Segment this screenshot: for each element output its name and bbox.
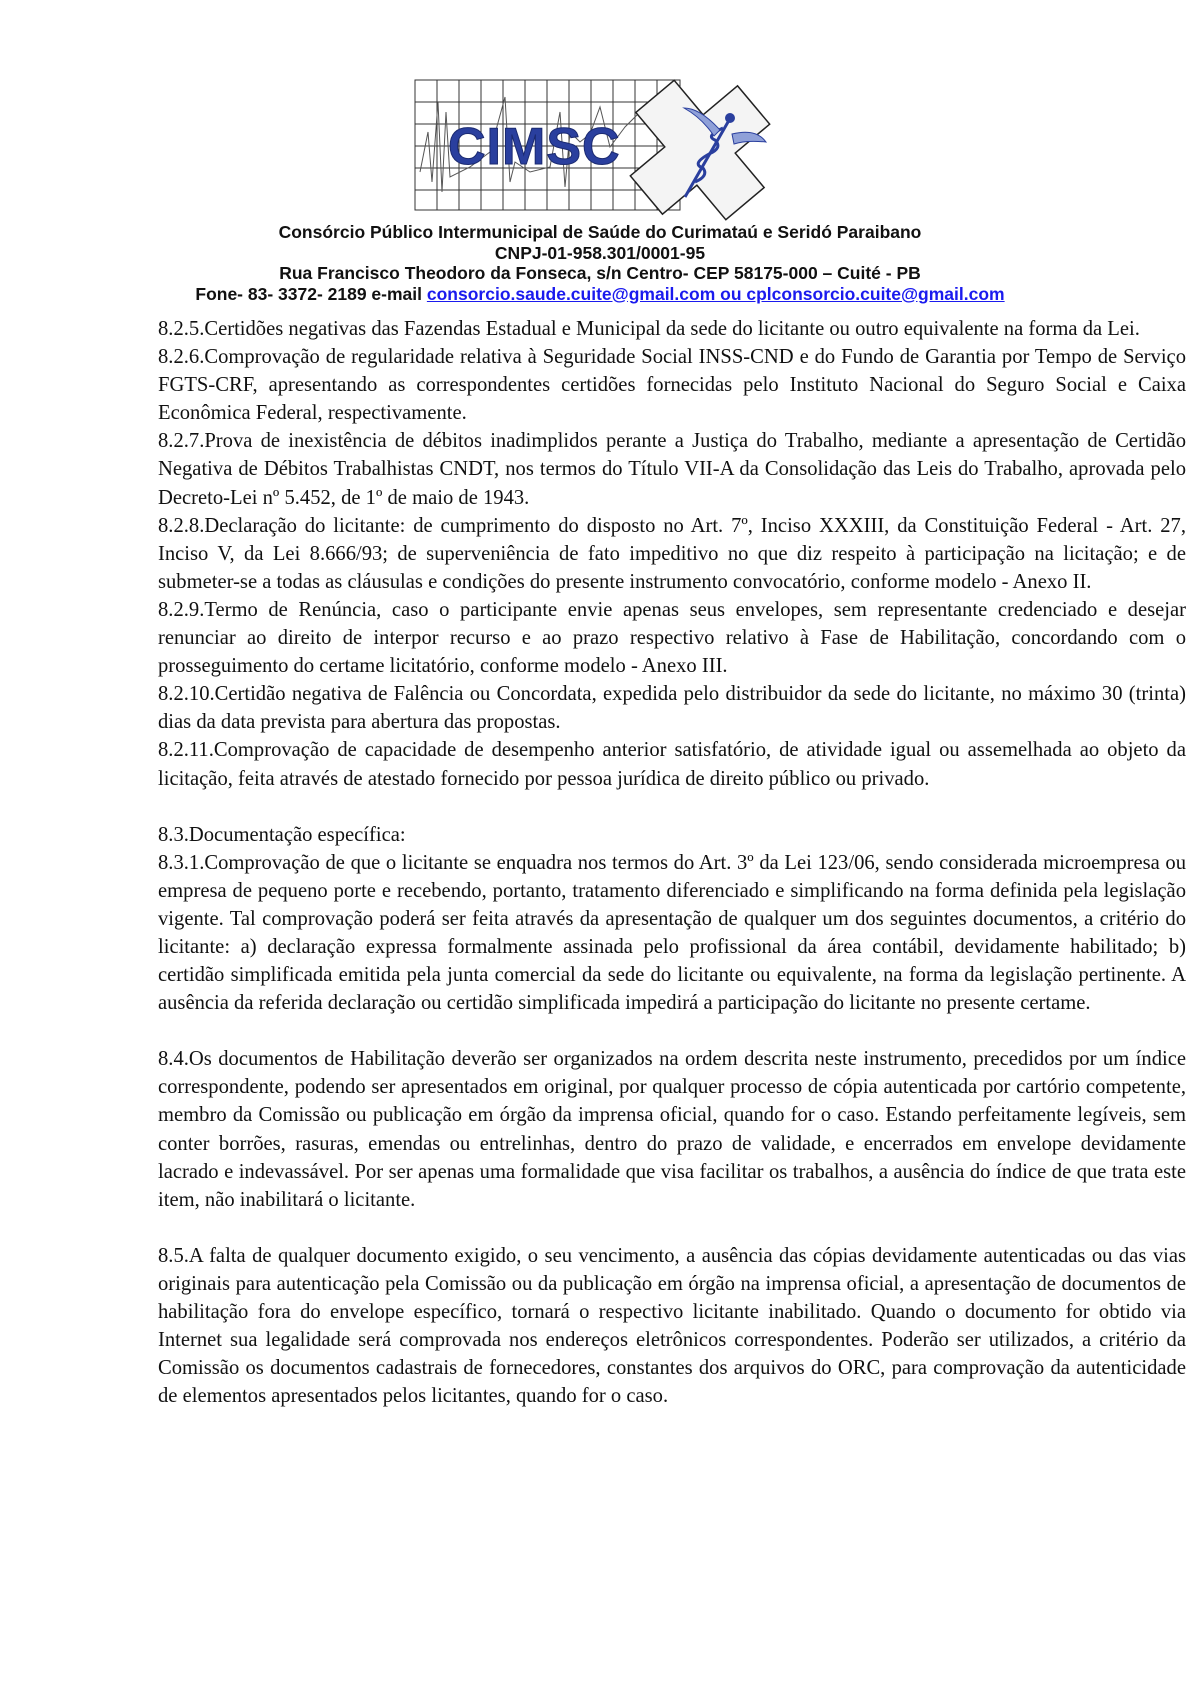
- spacer: [158, 793, 1186, 821]
- clause-8-2-9: 8.2.9.Termo de Renúncia, caso o participante envie apenas seus envelopes, sem representante credenciado e desejar renunciar ao direito de interpor recurso e ao prazo respectivo relativo à Fase de Habilitação, concordando com o prosseguimento do certame licitatório, conforme modelo - Anexo III.: [158, 598, 1186, 678]
- letterhead: [0, 222, 1200, 304]
- clause-8-5: 8.5.A falta de qualquer documento exigido, o seu vencimento, a ausência das cópias devidamente autenticadas ou das vias originais para autenticação pela Comissão ou da publicação em órgão na imprensa oficial, a apresentação de documentos de habilitação fora do envelope específico, tornará o respectivo licitante inabilitado. Quando o documento for obtido via Internet sua legalidade será comprovada nos endereços eletrônicos correspondentes. Poderão ser utilizados, a critério da Comissão os documentos cadastrais de fornecedores, constantes dos arquivos do ORC, para comprovação da autenticidade de elementos apresentados pelos licitantes, quando for o caso.: [158, 1244, 1186, 1408]
- svg-text:CIMSC: CIMSC: [448, 118, 621, 176]
- clause-8-2-7: 8.2.7.Prova de inexistência de débitos inadimplidos perante a Justiça do Trabalho, mediante a apresentação de Certidão Negativa de Débitos Trabalhistas CNDT, nos termos do Título VII-A da Consolidação das Leis do Trabalho, aprovada pelo Decreto-Lei nº 5.452, de 1º de maio de 1943.: [158, 430, 1186, 509]
- org-name: Consórcio Público Intermunicipal de Saúde do Curimataú e Seridó Paraibano: [278, 222, 922, 242]
- address: Rua Francisco Theodoro da Fonseca, s/n Centro- CEP 58175-000 – Cuité - PB: [279, 263, 921, 283]
- contact-line: [0, 284, 1200, 305]
- ecg-grid-caduceus-icon: [410, 72, 780, 222]
- spacer: [158, 1214, 1186, 1242]
- clause-8-2-5: 8.2.5.Certidões negativas das Fazendas Estadual e Municipal da sede do licitante ou outro equivalente na forma da Lei.: [158, 318, 1140, 340]
- cnpj: CNPJ-01-958.301/0001-95: [494, 242, 706, 263]
- clause-8-4: 8.4.Os documentos de Habilitação deverão ser organizados na ordem descrita neste instrumento, precedidos por um índice correspondente, podendo ser apresentados em original, por qualquer processo de cópia autenticada por cartório competente, membro da Comissão ou publicação em órgão da imprensa oficial, quando for o caso. Estando perfeitamente legíveis, sem conter borrões, rasuras, emendas ou entrelinhas, dentro do prazo de validade, e encerrados em envelope devidamente lacrado e indevassável. Por ser apenas uma formalidade que visa facilitar os trabalhos, a ausência do índice de que trata este item, não inabilitará o licitante.: [158, 1048, 1186, 1211]
- clause-8-2-11: 8.2.11.Comprovação de capacidade de desempenho anterior satisfatório, de atividade igual ou assemelhada ao objeto da licitação, feita através de atestado fornecido por pessoa jurídica de direito público ou privado.: [158, 739, 1186, 790]
- document-body: [158, 315, 1186, 1410]
- email-link[interactable]: consorcio.saude.cuite@gmail.com ou cplconsorcio.cuite@gmail.com: [426, 283, 1005, 304]
- clause-8-2-8: 8.2.8.Declaração do licitante: de cumprimento do disposto no Art. 7º, Inciso XXXIII, da Constituição Federal - Art. 27, Inciso V, da Lei 8.666/93; de superveniência de fato impeditivo no que diz respeito à participação na licitação; e de submeter-se a todas as cláusulas e condições do presente instrumento convocatório, conforme modelo - Anexo II.: [158, 514, 1186, 593]
- cimsc-logo: [410, 72, 780, 222]
- spacer: [158, 1017, 1186, 1045]
- section-heading-8-3: 8.3.Documentação específica:: [158, 823, 406, 846]
- clause-8-2-10: 8.2.10.Certidão negativa de Falência ou Concordata, expedida pelo distribuidor da sede do licitante, no máximo 30 (trinta) dias da data prevista para abertura das propostas.: [158, 683, 1186, 734]
- phone: Fone- 83- 3372- 2189 e-mail: [195, 283, 427, 304]
- clause-8-2-6: 8.2.6.Comprovação de regularidade relativa à Seguridade Social INSS-CND e do Fundo de Garantia por Tempo de Serviço FGTS-CRF, apresentando as correspondentes certidões fornecidas pelo Instituto Nacional do Seguro Social e Caixa Econômica Federal, respectivamente.: [158, 346, 1186, 425]
- clause-8-3-1: 8.3.1.Comprovação de que o licitante se enquadra nos termos do Art. 3º da Lei 123/06, sendo considerada microempresa ou empresa de pequeno porte e recebendo, portanto, tratamento diferenciado e simplificando na forma definida pela legislação vigente. Tal comprovação poderá ser feita através da apresentação de qualquer um dos seguintes documentos, a critério do licitante: a) declaração expressa formalmente assinada pelo profissional da área contábil, devidamente habilitado; b) certidão simplificada emitida pela junta comercial da sede do licitante ou equivalente, na forma da legislação pertinente. A ausência da referida declaração ou certidão simplificada impedirá a participação do licitante no presente certame.: [158, 851, 1186, 1015]
